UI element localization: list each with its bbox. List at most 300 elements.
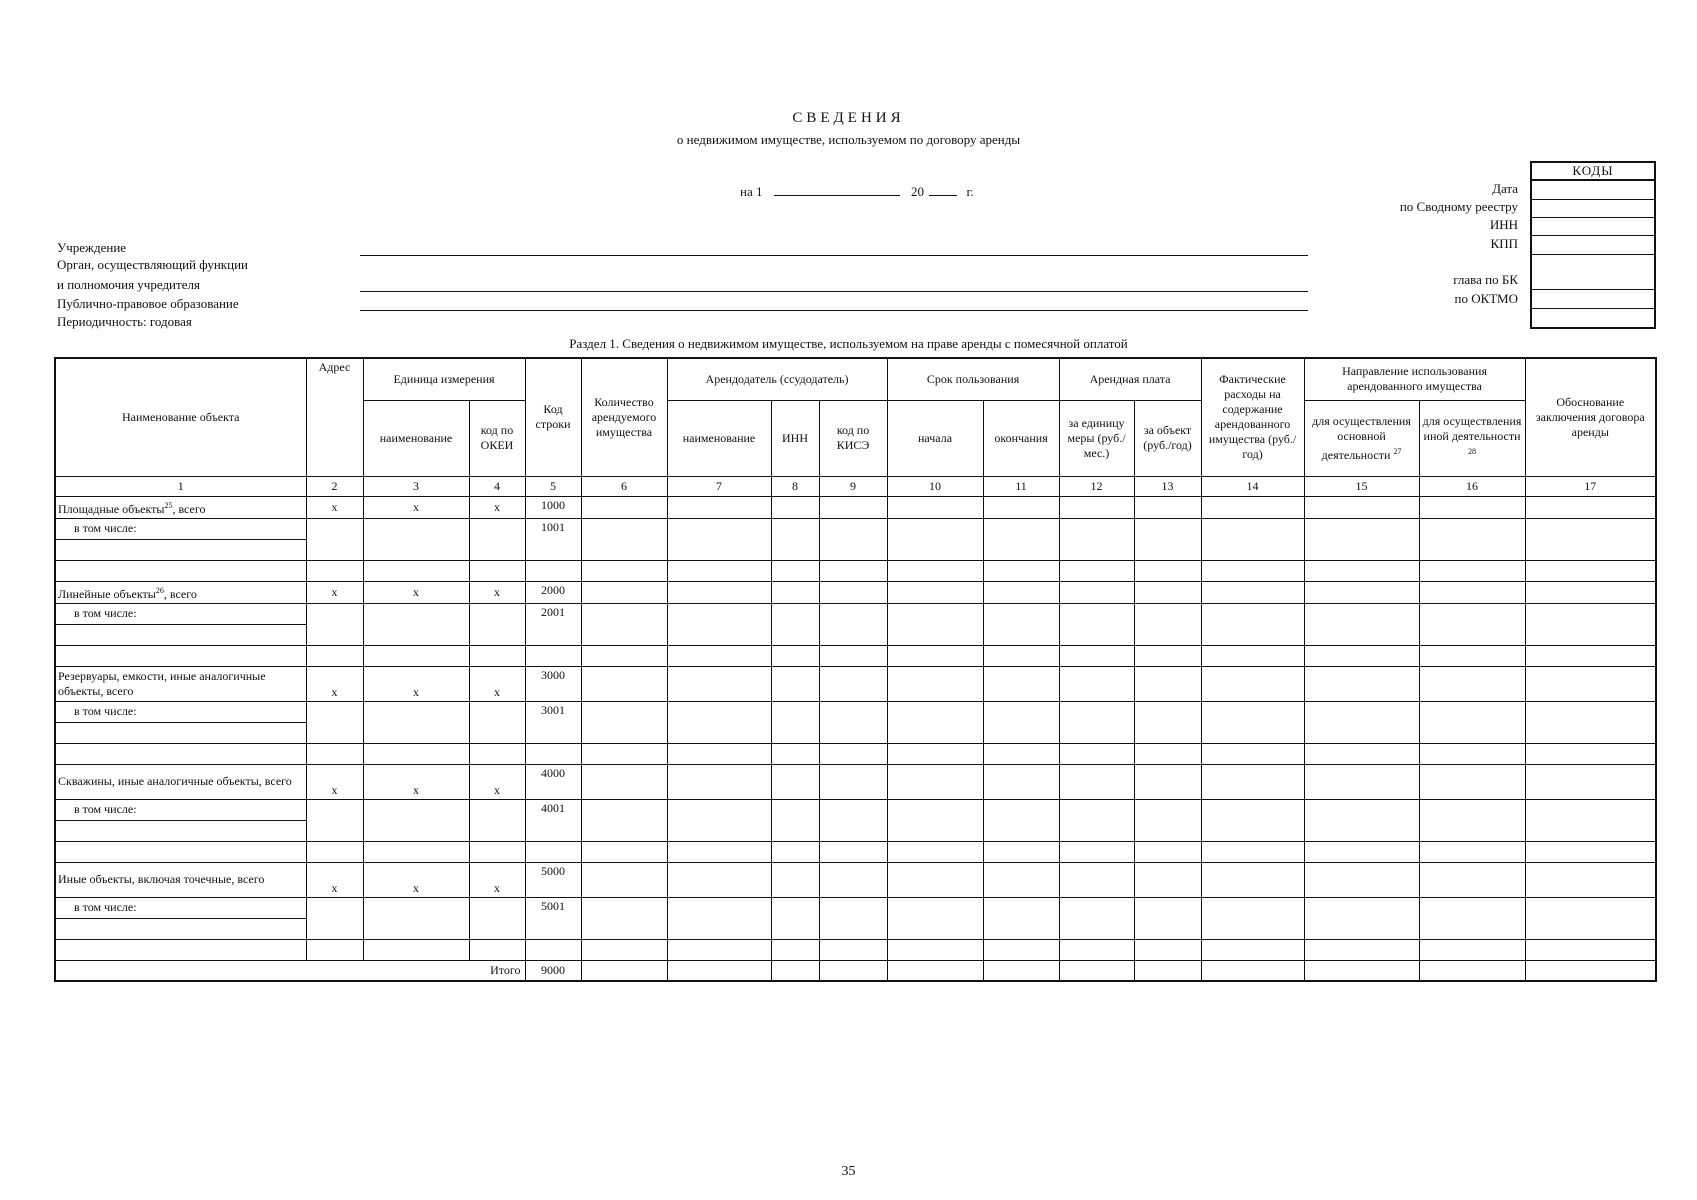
table-cell[interactable]: [469, 560, 525, 581]
table-cell[interactable]: [819, 960, 887, 981]
table-cell[interactable]: [1201, 581, 1304, 603]
table-cell[interactable]: [469, 645, 525, 666]
table-cell[interactable]: [1134, 701, 1201, 743]
col-number: 17: [1525, 476, 1656, 496]
table-cell[interactable]: [983, 496, 1059, 518]
codes-divider: [1532, 308, 1654, 309]
date-suffix: г.: [966, 184, 974, 199]
table-cell[interactable]: [983, 939, 1059, 960]
table-cell[interactable]: [1304, 743, 1419, 764]
table-cell[interactable]: [771, 862, 819, 897]
table-cell[interactable]: [1304, 862, 1419, 897]
table-cell[interactable]: [1201, 743, 1304, 764]
table-cell[interactable]: [1419, 496, 1525, 518]
table-cell[interactable]: [581, 799, 667, 841]
sub-row-code: 1001: [525, 518, 581, 560]
table-cell[interactable]: [771, 764, 819, 799]
table-cell[interactable]: [667, 496, 771, 518]
table-cell[interactable]: [1525, 603, 1656, 645]
sub-label: в том числе:: [55, 518, 306, 539]
table-cell[interactable]: [306, 897, 363, 939]
table-cell[interactable]: [1419, 862, 1525, 897]
table-cell[interactable]: [887, 701, 983, 743]
table-cell[interactable]: [667, 960, 771, 981]
table-cell[interactable]: [771, 841, 819, 862]
table-cell[interactable]: [1134, 743, 1201, 764]
table-cell[interactable]: [667, 701, 771, 743]
x-mark: x: [306, 581, 363, 603]
table-cell[interactable]: [887, 645, 983, 666]
table-cell[interactable]: [887, 799, 983, 841]
table-cell[interactable]: [983, 645, 1059, 666]
sub-label: в том числе:: [55, 799, 306, 820]
table-cell[interactable]: [771, 581, 819, 603]
table-cell[interactable]: [55, 539, 306, 560]
table-cell[interactable]: [1419, 799, 1525, 841]
table-cell[interactable]: [819, 666, 887, 701]
table-cell[interactable]: [983, 666, 1059, 701]
table-cell[interactable]: [306, 743, 363, 764]
table-cell[interactable]: [1304, 764, 1419, 799]
group-name-text: Линейные объекты: [58, 586, 156, 601]
table-cell[interactable]: [1525, 701, 1656, 743]
table-cell[interactable]: [1419, 764, 1525, 799]
table-cell[interactable]: [1304, 841, 1419, 862]
header-unit-name: наименование: [363, 400, 469, 476]
x-mark: x: [363, 581, 469, 603]
row-code: 1000: [525, 496, 581, 518]
table-cell[interactable]: [1134, 841, 1201, 862]
table-cell[interactable]: [1419, 666, 1525, 701]
institution-fill-line[interactable]: [360, 255, 1308, 256]
table-cell[interactable]: [983, 560, 1059, 581]
table-cell[interactable]: [771, 496, 819, 518]
table-cell[interactable]: [1419, 581, 1525, 603]
table-cell[interactable]: [1304, 939, 1419, 960]
table-cell[interactable]: [887, 518, 983, 560]
table-cell[interactable]: [469, 701, 525, 743]
table-cell[interactable]: [819, 560, 887, 581]
table-cell[interactable]: [1134, 496, 1201, 518]
codes-divider: [1532, 254, 1654, 255]
table-cell[interactable]: [1059, 701, 1134, 743]
table-cell[interactable]: [1059, 645, 1134, 666]
table-cell[interactable]: [469, 603, 525, 645]
table-cell[interactable]: [1059, 496, 1134, 518]
table-cell[interactable]: [1525, 666, 1656, 701]
table-cell[interactable]: [363, 603, 469, 645]
group-name-text: Резервуары, емкости, иные аналогичные объекты, всего: [58, 668, 266, 698]
table-cell[interactable]: [55, 743, 306, 764]
table-cell[interactable]: [581, 603, 667, 645]
table-cell[interactable]: [1304, 496, 1419, 518]
table-cell[interactable]: [667, 841, 771, 862]
table-cell[interactable]: [771, 518, 819, 560]
table-cell[interactable]: [887, 939, 983, 960]
table-cell[interactable]: [1201, 764, 1304, 799]
header-expenses: Фактические расходы на содержание арендованного имущества (руб./год): [1201, 358, 1304, 476]
table-cell[interactable]: [1304, 581, 1419, 603]
table-cell[interactable]: [55, 560, 306, 581]
codes-header: КОДЫ: [1530, 161, 1656, 181]
table-cell[interactable]: [771, 560, 819, 581]
table-cell[interactable]: [1059, 862, 1134, 897]
table-cell[interactable]: [819, 862, 887, 897]
table-cell[interactable]: [1059, 743, 1134, 764]
table-cell[interactable]: [363, 560, 469, 581]
table-cell[interactable]: [667, 581, 771, 603]
table-cell[interactable]: [1304, 666, 1419, 701]
table-cell[interactable]: [1201, 960, 1304, 981]
table-cell[interactable]: [469, 518, 525, 560]
table-cell[interactable]: [306, 518, 363, 560]
group-name: [55, 666, 306, 701]
table-cell[interactable]: [1134, 764, 1201, 799]
table-cell[interactable]: [887, 897, 983, 939]
table-cell[interactable]: [525, 743, 581, 764]
table-cell[interactable]: [667, 603, 771, 645]
sub-row-code: 4001: [525, 799, 581, 841]
table-cell[interactable]: [1525, 960, 1656, 981]
table-cell[interactable]: [363, 743, 469, 764]
table-cell[interactable]: [983, 764, 1059, 799]
table-cell[interactable]: [1419, 603, 1525, 645]
table-cell[interactable]: [771, 743, 819, 764]
table-cell[interactable]: [1201, 603, 1304, 645]
header-lessor-name: наименование: [667, 400, 771, 476]
table-cell[interactable]: [667, 799, 771, 841]
table-cell[interactable]: [469, 799, 525, 841]
table-cell[interactable]: [1201, 897, 1304, 939]
codes-divider: [1532, 199, 1654, 200]
table-cell[interactable]: [581, 701, 667, 743]
table-cell[interactable]: [55, 624, 306, 645]
table-cell[interactable]: [1059, 841, 1134, 862]
table-cell[interactable]: [1134, 939, 1201, 960]
table-cell[interactable]: [1201, 496, 1304, 518]
table-cell[interactable]: [771, 701, 819, 743]
table-cell[interactable]: [983, 701, 1059, 743]
table-cell[interactable]: [667, 645, 771, 666]
table-cell[interactable]: [581, 743, 667, 764]
table-cell[interactable]: [306, 603, 363, 645]
col-number: 2: [306, 476, 363, 496]
table-cell[interactable]: [1059, 603, 1134, 645]
table-cell[interactable]: [887, 581, 983, 603]
table-cell[interactable]: [887, 560, 983, 581]
table-cell[interactable]: [1419, 518, 1525, 560]
sub-row-code: 3001: [525, 701, 581, 743]
header-basis: Обоснование заключения договора аренды: [1525, 358, 1656, 476]
table-cell[interactable]: [1304, 560, 1419, 581]
table-cell[interactable]: [1525, 581, 1656, 603]
table-cell[interactable]: [1525, 743, 1656, 764]
date-prefix: на 1: [740, 184, 763, 199]
table-cell[interactable]: [1059, 560, 1134, 581]
table-cell[interactable]: [983, 960, 1059, 981]
table-cell[interactable]: [983, 841, 1059, 862]
report-date-line: [740, 183, 974, 200]
field-label-public-entity: Публично-правовое образование: [57, 296, 239, 311]
page-number: 35: [841, 1164, 856, 1179]
sub-label: в том числе:: [55, 701, 306, 722]
table-cell[interactable]: [819, 897, 887, 939]
footnote-mark: 26: [155, 585, 164, 595]
group-name-text: Площадные объекты: [58, 501, 165, 516]
table-cell[interactable]: [983, 862, 1059, 897]
table-cell[interactable]: [1419, 841, 1525, 862]
table-cell[interactable]: [1134, 560, 1201, 581]
table-cell[interactable]: [1419, 645, 1525, 666]
table-cell[interactable]: [581, 581, 667, 603]
table-cell[interactable]: [983, 581, 1059, 603]
header-unit-code: код по ОКЕИ: [469, 400, 525, 476]
table-cell[interactable]: [1419, 939, 1525, 960]
table-cell[interactable]: [469, 841, 525, 862]
date-day-month-blank[interactable]: [774, 183, 900, 196]
table-cell[interactable]: [1059, 666, 1134, 701]
table-cell[interactable]: [667, 939, 771, 960]
sub-row-code: 2001: [525, 603, 581, 645]
table-cell[interactable]: [771, 799, 819, 841]
table-cell[interactable]: [983, 799, 1059, 841]
table-cell[interactable]: [1134, 897, 1201, 939]
codes-divider: [1532, 235, 1654, 236]
table-cell[interactable]: [306, 560, 363, 581]
table-cell[interactable]: [771, 939, 819, 960]
table-cell[interactable]: [1201, 862, 1304, 897]
table-cell[interactable]: [771, 960, 819, 981]
table-cell[interactable]: [1134, 666, 1201, 701]
document-title: СВЕДЕНИЯ: [792, 110, 905, 126]
table-cell[interactable]: [581, 764, 667, 799]
table-cell[interactable]: [819, 939, 887, 960]
table-cell[interactable]: [667, 764, 771, 799]
table-cell[interactable]: [819, 701, 887, 743]
x-mark: x: [306, 764, 363, 799]
table-cell[interactable]: [1059, 518, 1134, 560]
table-cell[interactable]: [1134, 862, 1201, 897]
table-cell[interactable]: [363, 897, 469, 939]
table-cell[interactable]: [819, 743, 887, 764]
table-cell[interactable]: [1201, 645, 1304, 666]
table-cell[interactable]: [306, 841, 363, 862]
table-cell[interactable]: [1419, 701, 1525, 743]
table-cell[interactable]: [469, 939, 525, 960]
table-cell[interactable]: [887, 666, 983, 701]
table-cell[interactable]: [55, 722, 306, 743]
table-cell[interactable]: [581, 862, 667, 897]
sub-row-code: 5001: [525, 897, 581, 939]
table-cell[interactable]: [1304, 897, 1419, 939]
table-cell[interactable]: [581, 560, 667, 581]
table-cell[interactable]: [983, 603, 1059, 645]
row-code: 3000: [525, 666, 581, 701]
table-cell[interactable]: [887, 743, 983, 764]
table-cell[interactable]: [667, 560, 771, 581]
table-cell[interactable]: [581, 645, 667, 666]
table-cell[interactable]: [983, 743, 1059, 764]
table-cell[interactable]: [581, 841, 667, 862]
table-cell[interactable]: [525, 560, 581, 581]
header-direction-main: [1304, 400, 1419, 476]
table-cell[interactable]: [1525, 897, 1656, 939]
organ-fill-line[interactable]: [360, 291, 1308, 292]
table-cell[interactable]: [1525, 560, 1656, 581]
table-cell[interactable]: [887, 764, 983, 799]
table-cell[interactable]: [581, 496, 667, 518]
header-direction-other-text: для осуществления иной деятельности: [1422, 413, 1522, 443]
field-label-organ-1: Орган, осуществляющий функции: [57, 257, 248, 272]
table-cell[interactable]: [771, 897, 819, 939]
table-cell[interactable]: [1304, 645, 1419, 666]
table-cell[interactable]: [1419, 743, 1525, 764]
table-cell[interactable]: [1134, 581, 1201, 603]
table-cell[interactable]: [363, 518, 469, 560]
table-cell[interactable]: [1134, 645, 1201, 666]
code-label-inn: ИНН: [1489, 217, 1518, 232]
table-cell[interactable]: [581, 897, 667, 939]
table-cell[interactable]: [819, 841, 887, 862]
x-mark: x: [363, 666, 469, 701]
table-cell[interactable]: [1201, 666, 1304, 701]
table-cell[interactable]: [1134, 603, 1201, 645]
table-cell[interactable]: [1525, 764, 1656, 799]
footnote-mark: 28: [1468, 446, 1477, 456]
x-mark: x: [306, 862, 363, 897]
table-cell[interactable]: [306, 939, 363, 960]
table-cell[interactable]: [1304, 603, 1419, 645]
table-cell[interactable]: [1525, 939, 1656, 960]
table-cell[interactable]: [887, 960, 983, 981]
table-cell[interactable]: [771, 603, 819, 645]
table-cell[interactable]: [1201, 701, 1304, 743]
field-label-institution: Учреждение: [57, 240, 127, 255]
table-cell[interactable]: [1059, 764, 1134, 799]
table-cell[interactable]: [363, 645, 469, 666]
table-cell[interactable]: [1201, 841, 1304, 862]
table-cell[interactable]: [581, 666, 667, 701]
table-cell[interactable]: [887, 603, 983, 645]
table-cell[interactable]: [1201, 799, 1304, 841]
table-cell[interactable]: [525, 645, 581, 666]
table-cell[interactable]: [581, 939, 667, 960]
table-cell[interactable]: [1059, 581, 1134, 603]
table-cell[interactable]: [771, 666, 819, 701]
table-cell[interactable]: [819, 518, 887, 560]
table-cell[interactable]: [525, 841, 581, 862]
header-name: Наименование объекта: [55, 358, 306, 476]
table-cell[interactable]: [469, 897, 525, 939]
table-cell[interactable]: [1304, 701, 1419, 743]
table-cell[interactable]: [819, 645, 887, 666]
table-cell[interactable]: [1525, 799, 1656, 841]
table-cell[interactable]: [1525, 518, 1656, 560]
header-term: Срок пользования: [887, 358, 1059, 400]
table-cell[interactable]: [525, 939, 581, 960]
table-cell[interactable]: [1525, 841, 1656, 862]
table-cell[interactable]: [667, 518, 771, 560]
table-cell[interactable]: [306, 701, 363, 743]
table-cell[interactable]: [1059, 897, 1134, 939]
table-cell[interactable]: [819, 496, 887, 518]
table-cell[interactable]: [667, 743, 771, 764]
table-cell[interactable]: [983, 518, 1059, 560]
table-cell[interactable]: [1525, 645, 1656, 666]
table-cell[interactable]: [819, 581, 887, 603]
table-cell[interactable]: [819, 764, 887, 799]
table-cell[interactable]: [1201, 518, 1304, 560]
table-cell[interactable]: [55, 645, 306, 666]
table-cell[interactable]: [1059, 960, 1134, 981]
table-cell[interactable]: [363, 939, 469, 960]
table-cell[interactable]: [1059, 939, 1134, 960]
table-cell[interactable]: [983, 897, 1059, 939]
table-cell[interactable]: [819, 603, 887, 645]
table-cell[interactable]: [1304, 960, 1419, 981]
table-cell[interactable]: [667, 666, 771, 701]
table-cell[interactable]: [1134, 960, 1201, 981]
row-code: 5000: [525, 862, 581, 897]
table-cell[interactable]: [1304, 799, 1419, 841]
x-mark: x: [363, 764, 469, 799]
table-cell[interactable]: [1201, 939, 1304, 960]
table-cell[interactable]: [55, 820, 306, 841]
field-label-organ-2: и полномочия учредителя: [57, 277, 200, 292]
header-quantity: Количество арендуемого имущества: [581, 358, 667, 476]
header-direction: Направление использования арендованного имущества: [1304, 358, 1525, 400]
table-cell[interactable]: [1304, 518, 1419, 560]
table-cell[interactable]: [1419, 897, 1525, 939]
table-cell[interactable]: [771, 645, 819, 666]
table-cell[interactable]: [1201, 560, 1304, 581]
table-cell[interactable]: [469, 743, 525, 764]
date-year-blank[interactable]: [929, 183, 957, 196]
table-cell[interactable]: [306, 799, 363, 841]
table-cell[interactable]: [306, 645, 363, 666]
table-cell[interactable]: [55, 939, 306, 960]
table-cell[interactable]: [819, 799, 887, 841]
table-cell[interactable]: [581, 960, 667, 981]
header-address: Адрес: [306, 358, 363, 476]
table-cell[interactable]: [55, 918, 306, 939]
table-cell[interactable]: [1419, 960, 1525, 981]
header-unit: Единица измерения: [363, 358, 525, 400]
table-cell[interactable]: [887, 862, 983, 897]
public-entity-fill-line[interactable]: [360, 310, 1308, 311]
table-cell[interactable]: [667, 862, 771, 897]
table-cell[interactable]: [363, 841, 469, 862]
section-title: Раздел 1. Сведения о недвижимом имуществе, используемом на праве аренды с помесячной оплатой: [569, 336, 1128, 351]
table-cell[interactable]: [55, 841, 306, 862]
table-cell[interactable]: [363, 701, 469, 743]
table-cell[interactable]: [581, 518, 667, 560]
table-cell[interactable]: [887, 841, 983, 862]
table-cell[interactable]: [1134, 799, 1201, 841]
table-cell[interactable]: [667, 897, 771, 939]
col-number: 14: [1201, 476, 1304, 496]
row-code: 2000: [525, 581, 581, 603]
table-cell[interactable]: [363, 799, 469, 841]
table-cell[interactable]: [887, 496, 983, 518]
table-cell[interactable]: [1525, 862, 1656, 897]
table-cell[interactable]: [1419, 560, 1525, 581]
col-number: 5: [525, 476, 581, 496]
group-name: [55, 862, 306, 897]
table-cell[interactable]: [1525, 496, 1656, 518]
table-cell[interactable]: [1134, 518, 1201, 560]
table-cell[interactable]: [1059, 799, 1134, 841]
